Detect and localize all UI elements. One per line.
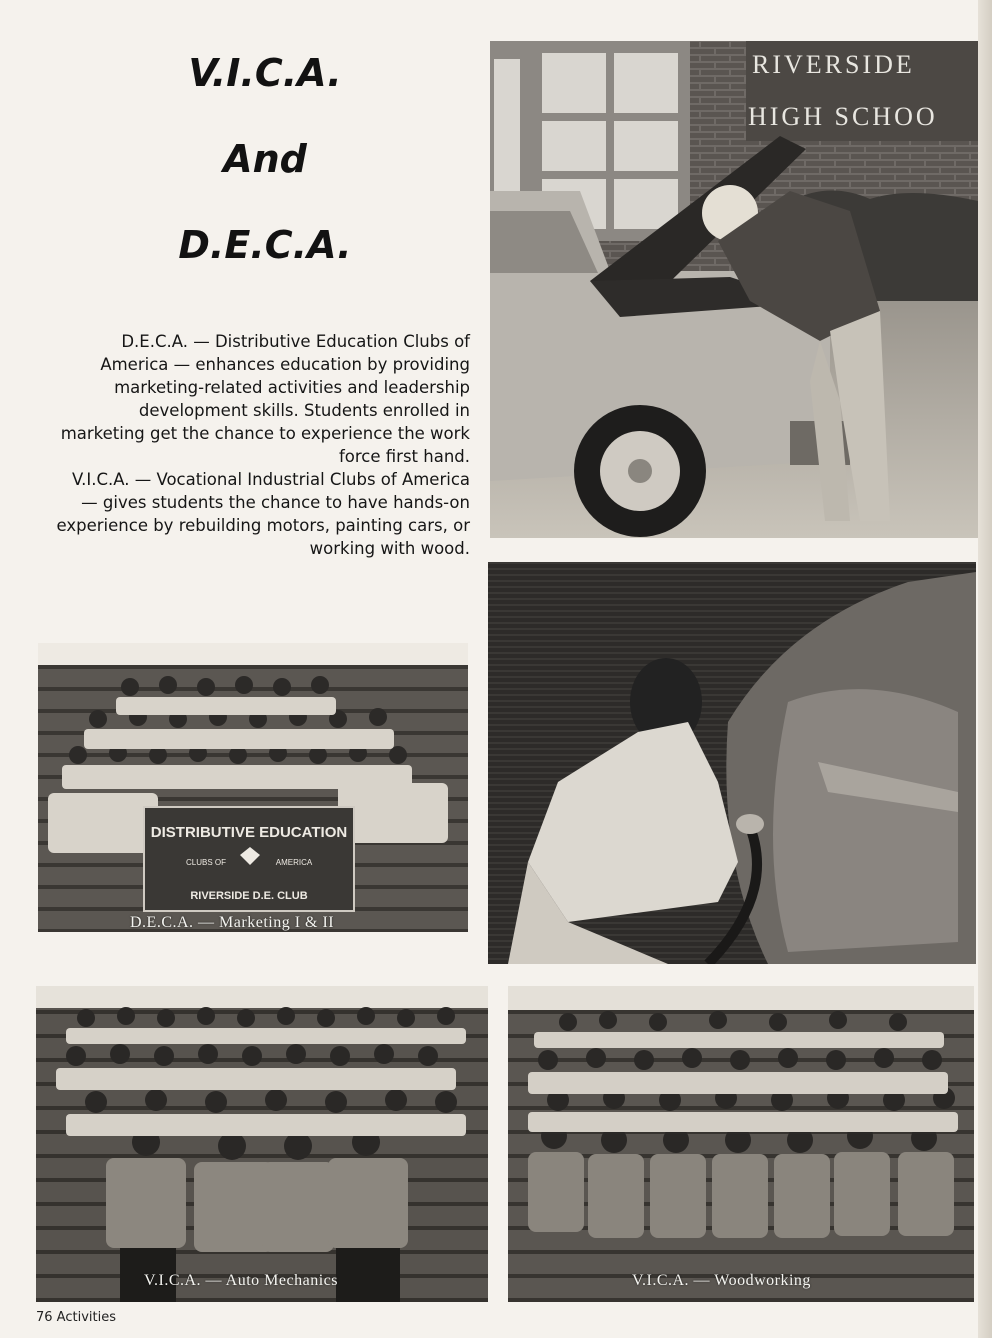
photo-deca-group [38, 643, 468, 932]
deca-description: D.E.C.A. — Distributive Education Clubs of America — enhances education by providing marketing-related activities and leadership development skills. Students enrolled in marketing get the chance to experience the work force first hand. [60, 332, 470, 466]
article-body [52, 330, 470, 560]
vica-description: V.I.C.A. — Vocational Industrial Clubs of America — gives students the chance to have hands-on experience by rebuilding motors, painting cars, or working with wood. [56, 470, 470, 558]
photo-vica-woodworking-group [508, 986, 974, 1302]
banner-line2: CLUBS OF [185, 858, 227, 867]
woodworking-caption: V.I.C.A. — Woodworking [632, 1272, 811, 1289]
banner-line1: DISTRIBUTIVE EDUCATION [150, 824, 348, 841]
deca-group-image [38, 643, 468, 932]
banner-line3: AMERICA [275, 858, 313, 867]
title-line-deca: D.E.C.A. [178, 223, 352, 267]
auto-mechanics-caption: V.I.C.A. — Auto Mechanics [144, 1272, 338, 1289]
title-line-and: And [223, 137, 307, 181]
banner-line4: RIVERSIDE D.E. CLUB [190, 890, 308, 902]
spray-photo-image [488, 562, 976, 964]
photo-student-painting-car [488, 562, 976, 964]
photo-student-truck-engine [490, 41, 978, 538]
deca-caption: D.E.C.A. — Marketing I & II [130, 914, 335, 931]
page-folio: 76 Activities [36, 1310, 116, 1325]
woodworking-group-image [508, 986, 974, 1302]
title-line-vica: V.I.C.A. [188, 51, 342, 95]
photo-vica-auto-mechanics-group [36, 986, 488, 1302]
truck-photo-image [490, 41, 978, 538]
school-sign-line2: HIGH SCHOO [748, 102, 938, 131]
page-binding-edge [978, 0, 992, 1338]
auto-group-image [36, 986, 488, 1302]
school-sign-line1: RIVERSIDE [752, 50, 915, 79]
